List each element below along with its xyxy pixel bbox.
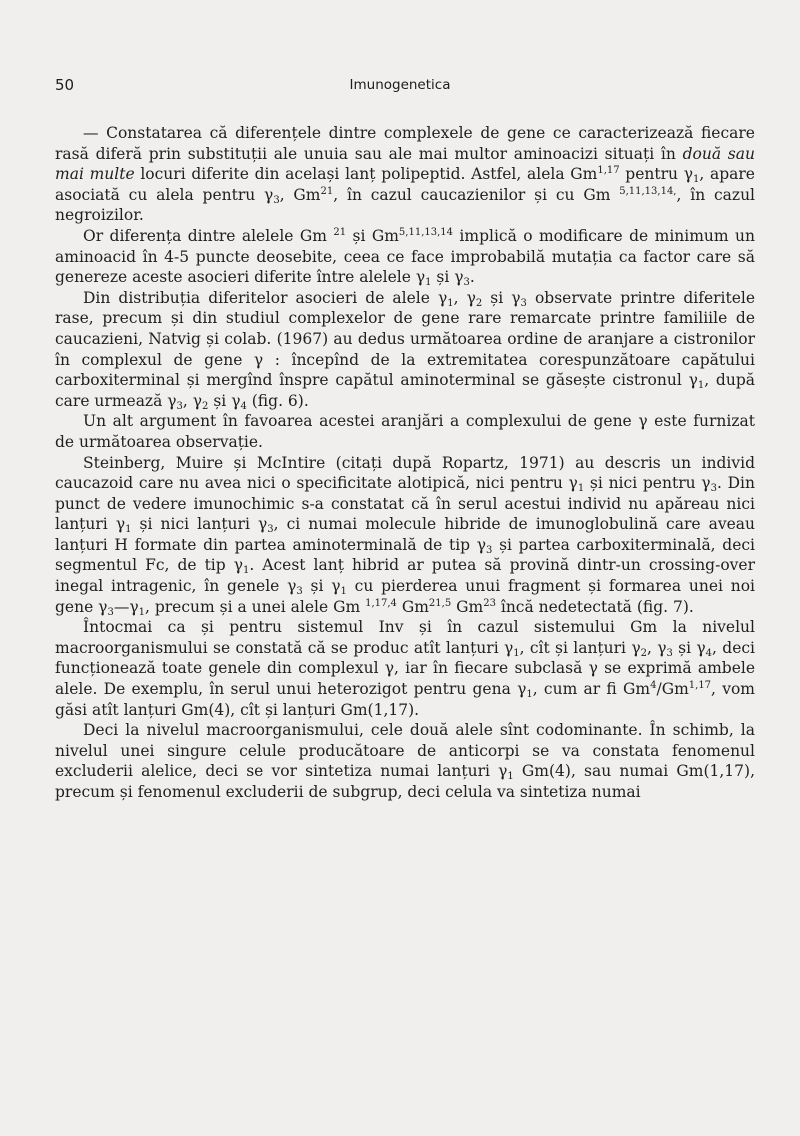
- subscript: 1: [577, 483, 585, 495]
- subscript: 3: [296, 586, 303, 598]
- text-run: . Din punct de vedere imunochimic s-a constatat că în serul acestui individ nu apăreau nici lanțuri γ: [55, 474, 755, 534]
- subscript: 3: [520, 297, 527, 309]
- page-header: [0, 76, 800, 100]
- subscript: 4: [705, 647, 713, 659]
- superscript: 5,11,13,14: [398, 226, 453, 238]
- text-run: Gm(4), sau numai Gm(1,17), precum și fenomenul excluderii de subgrup, deci celula va sintetiza numai: [55, 762, 755, 801]
- subscript: 3: [486, 544, 493, 556]
- superscript: 4: [650, 680, 657, 692]
- text-run: , precum și a unei alele Gm: [144, 597, 366, 616]
- text-run: , după care urmează γ: [55, 371, 755, 410]
- text-run: , γ: [646, 638, 667, 657]
- text-run: Gm: [396, 597, 429, 616]
- text-run: Un alt argument în favoarea acestei aranjări a complexului de gene γ este furnizat de următoarea observație.: [55, 412, 755, 451]
- text-run: , în cazul caucazienilor și cu Gm: [333, 185, 620, 204]
- subscript: 1: [340, 586, 347, 598]
- subscript: 1: [125, 524, 132, 536]
- body-text: [55, 123, 755, 803]
- subscript: 2: [640, 647, 647, 659]
- text-run: Gm: [451, 597, 484, 616]
- subscript: 1: [425, 277, 432, 289]
- text-run: , γ: [453, 288, 476, 307]
- subscript: 2: [202, 400, 209, 412]
- text-run: pentru γ: [619, 165, 693, 184]
- paragraph: [55, 453, 755, 618]
- text-run: Întocmai ca și pentru sistemul Inv și în cazul sistemului Gm la nivelul macroorganismului se constată că se produc atît lanțuri γ: [55, 618, 755, 657]
- page-number: 50: [55, 76, 75, 94]
- subscript: 1: [507, 771, 514, 783]
- text-run: și γ: [482, 288, 521, 307]
- text-run: și γ: [672, 638, 706, 657]
- text-run: Or diferența dintre alelele Gm: [83, 226, 334, 245]
- superscript: 21: [333, 226, 347, 238]
- subscript: 3: [176, 400, 183, 412]
- paragraph: [55, 288, 755, 412]
- text-run: locuri diferite din același lanț polipeptid. Astfel, alela Gm: [134, 165, 598, 184]
- text-run: încă nedetectată (fig. 7).: [495, 597, 694, 616]
- paragraph: [55, 411, 755, 452]
- text-run: .: [469, 268, 475, 287]
- text-run: observate printre diferitele rase, precum și din studiul complexelor de gene rare remarcate printre familiile de caucazieni, Natvig și colab. (1967) au dedus următoarea ordine de aranjare a cistronilor în complexul de gene γ : începînd de la extremitatea corespunzătoare capătului carboxiterminal și mergînd înspre capătul aminoterminal se găsește cistronul γ: [55, 288, 756, 390]
- text-run: și γ: [302, 577, 341, 596]
- text-run: cu pierderea unui fragment și formarea unei noi gene γ: [55, 577, 756, 616]
- superscript: 21,5: [428, 597, 452, 609]
- subscript: 2: [475, 297, 483, 309]
- running-title: Imunogenetica: [349, 77, 451, 93]
- superscript: 1,17,4: [365, 597, 397, 609]
- subscript: 1: [447, 297, 454, 309]
- text-run: , γ: [182, 391, 203, 410]
- subscript: 3: [273, 194, 280, 206]
- subscript: 1: [138, 606, 145, 618]
- text-run: și partea carboxiterminală, deci segmentul Fc, de tip γ: [55, 535, 756, 575]
- paragraph: [55, 720, 755, 802]
- subscript: 4: [240, 400, 247, 412]
- text-run: Deci la nivelul macroorganismului, cele două alele sînt codominante. În schimb, la nivelul unei singure celule producătoare de anticorpi se va constata fenomenul excluderii alelice, deci se vor sintetiza numai lanțuri γ: [55, 721, 755, 781]
- text-run: implică o modificare de minimum un aminoacid în 4-5 puncte deosebite, ceea ce face improbabilă mutația ca factor care să genereze aceste asocieri diferite între alelele γ: [55, 226, 755, 287]
- text-run: — Constatarea că diferențele dintre complexele de gene ce caracterizează fiecare rasă diferă prin substituții ale unuia sau ale mai multor aminoacizi situați în: [55, 124, 755, 163]
- text-run: , deci funcționează toate genele din complexul γ, iar în fiecare subclasă γ se exprimă ambele alele. De exemplu, în serul unui heterozigot pentru gena γ: [55, 638, 756, 699]
- subscript: 1: [692, 174, 700, 186]
- subscript: 3: [107, 606, 114, 618]
- text-run: , cît și lanțuri γ: [519, 638, 641, 657]
- subscript: 1: [526, 689, 533, 701]
- text-run: , în cazul negroizilor.: [55, 185, 756, 225]
- superscript: 5,11,13,14,: [619, 185, 677, 197]
- text-run: și γ: [208, 391, 241, 410]
- subscript: 1: [697, 380, 705, 392]
- text-run: Steinberg, Muire și McIntire (citați după Ropartz, 1971) au descris un individ caucazoid care nu avea nici o specificitate alotipică, nici pentru γ: [55, 453, 755, 493]
- subscript: 3: [463, 277, 470, 289]
- text-run: , cum ar fi Gm: [532, 680, 651, 699]
- italic-text: două sau mai multe: [55, 144, 755, 184]
- text-run: și γ: [431, 268, 464, 287]
- subscript: 1: [242, 565, 250, 577]
- text-run: , Gm: [279, 185, 321, 204]
- text-run: și Gm: [346, 226, 399, 245]
- subscript: 3: [666, 647, 673, 659]
- text-run: , vom găsi atît lanțuri Gm(4), cît și lanțuri Gm(1,17).: [55, 680, 756, 719]
- text-run: —γ: [113, 597, 139, 616]
- text-run: și nici lanțuri γ: [131, 515, 268, 534]
- text-run: și nici pentru γ: [584, 474, 711, 493]
- subscript: 1: [513, 647, 520, 659]
- superscript: 23: [483, 597, 496, 609]
- subscript: 3: [710, 483, 717, 495]
- text-run: , apare asociată cu alela pentru γ: [55, 165, 755, 204]
- text-run: /Gm: [656, 680, 689, 699]
- subscript: 3: [267, 524, 274, 536]
- paragraph: [55, 617, 755, 720]
- paragraph: [55, 123, 755, 226]
- superscript: 21: [320, 185, 334, 197]
- superscript: 1,17: [597, 165, 620, 177]
- paragraph: [55, 226, 755, 288]
- text-run: , ci numai molecule hibride de imunoglobulină care aveau lanțuri H formate din partea aminoterminală de tip γ: [55, 515, 755, 554]
- text-run: . Acest lanț hibrid ar putea să provină dintr-un crossing-over inegal intragenic, în genele γ: [55, 556, 756, 596]
- text-run: (fig. 6).: [246, 391, 309, 410]
- superscript: 1,17: [688, 680, 712, 692]
- text-run: Din distribuția diferitelor asocieri de alele γ: [83, 288, 448, 307]
